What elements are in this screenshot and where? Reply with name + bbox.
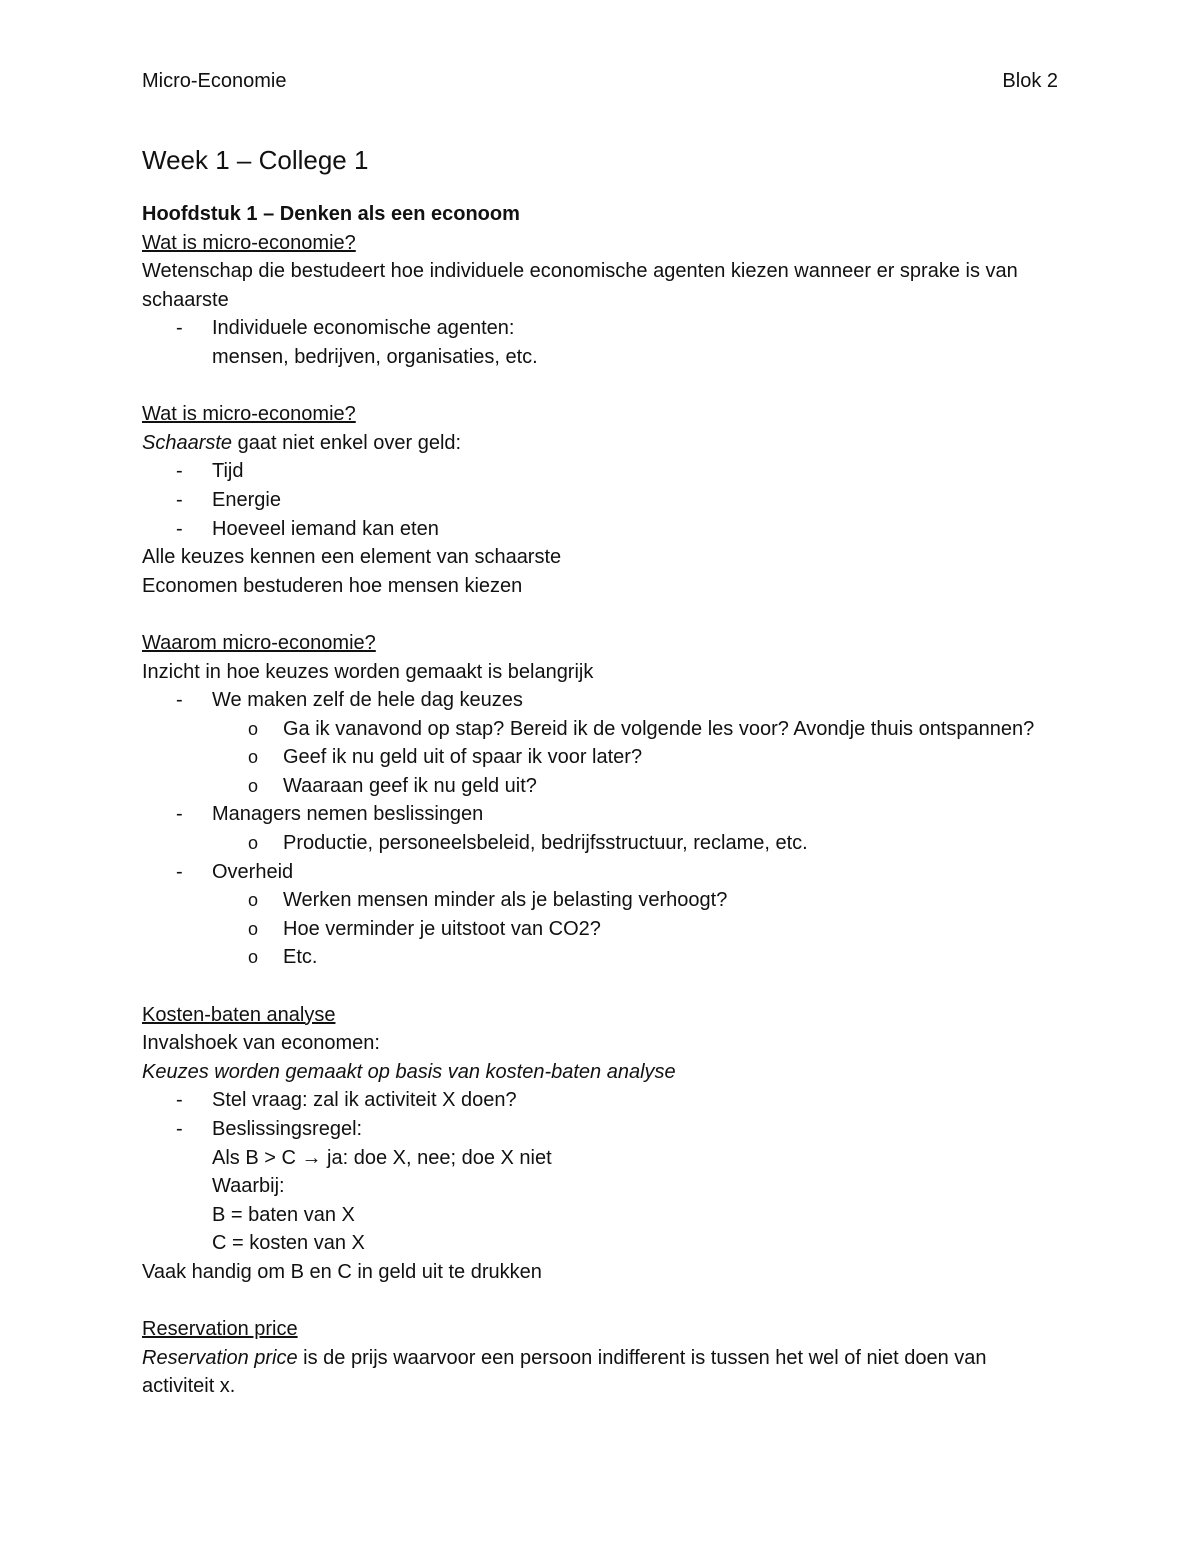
sub-bullet-item: o Geef ik nu geld uit of spaar ik voor later? (248, 746, 643, 769)
paragraph-text: Alle keuzes kennen een element van schaarste (142, 546, 562, 569)
bullet-item: - Overheid (176, 860, 294, 883)
italic-term: Reservation price (142, 1346, 298, 1369)
section-heading-4: Kosten-baten analyse (142, 1003, 336, 1026)
bullet-item: - Stel vraag: zal ik activiteit X doen? (176, 1089, 517, 1112)
bullet-item: - Energie (176, 488, 281, 511)
bullet-continuation: mensen, bedrijven, organisaties, etc. (212, 345, 538, 368)
italic-statement: Keuzes worden gemaakt op basis van kosten-baten analyse (142, 1060, 676, 1083)
italic-term: Schaarste (142, 431, 233, 454)
sub-bullet-item: o Productie, personeelsbeleid, bedrijfsstructuur, reclame, etc. (248, 832, 808, 855)
paragraph-text: Inzicht in hoe keuzes worden gemaakt is belangrijk (142, 660, 594, 683)
definition-b: B = baten van X (212, 1203, 355, 1226)
paragraph-text: activiteit x. (142, 1375, 236, 1398)
bullet-item: - Managers nemen beslissingen (176, 803, 484, 826)
bullet-continuation: Waarbij: (212, 1175, 285, 1198)
bullet-item: - Hoeveel iemand kan eten (176, 517, 439, 540)
paragraph-text: schaarste (142, 288, 229, 311)
bullet-item: - Beslissingsregel: (176, 1118, 363, 1140)
definition-c: C = kosten van X (212, 1232, 365, 1255)
section-heading-5: Reservation price (142, 1318, 298, 1341)
paragraph-text: Wetenschap die bestudeert hoe individuele economische agenten kiezen wanneer er sprake is van (142, 260, 1018, 283)
paragraph-text: Invalshoek van economen: (142, 1032, 380, 1055)
page-header (142, 70, 1058, 98)
page-title: Week 1 – College 1 (142, 145, 369, 175)
sub-bullet-item: o Etc. (248, 946, 318, 969)
paragraph-text: Reservation price is de prijs waarvoor een persoon indifferent is tussen het wel of niet doen van (142, 1346, 987, 1369)
document-body (142, 140, 1062, 1401)
header-block-label: Blok 2 (1002, 70, 1058, 92)
section-heading-2: Wat is micro-economie? (142, 403, 356, 426)
decision-rule: Als B > C → ja: doe X, nee; doe X niet (212, 1146, 552, 1169)
circle-marker: o (248, 718, 259, 739)
sub-bullet-item: o Werken mensen minder als je belasting verhoogt? (248, 889, 728, 912)
dash-marker: - (176, 317, 183, 340)
sub-bullet-item: o Waaraan geef ik nu geld uit? (248, 774, 537, 797)
sub-bullet-item: o Hoe verminder je uitstoot van CO2? (248, 917, 601, 940)
header-course-title: Micro-Economie (142, 70, 287, 92)
sub-bullet-item: o Ga ik vanavond op stap? Bereid ik de volgende les voor? Avondje thuis ontspannen? (142, 715, 1062, 744)
bullet-item: - Individuele economische agenten: (142, 314, 1062, 343)
chapter-heading: Hoofdstuk 1 – Denken als een econoom (142, 203, 520, 225)
section-heading-3: Waarom micro-economie? (142, 631, 376, 654)
paragraph-text: Schaarste gaat niet enkel over geld: (142, 431, 462, 454)
bullet-item: - We maken zelf de hele dag keuzes (176, 689, 523, 712)
bullet-item: - Tijd (176, 460, 244, 483)
paragraph-text: Economen bestuderen hoe mensen kiezen (142, 574, 523, 597)
paragraph-text: Vaak handig om B en C in geld uit te drukken (142, 1260, 542, 1283)
section-heading-1: Wat is micro-economie? (142, 231, 356, 254)
